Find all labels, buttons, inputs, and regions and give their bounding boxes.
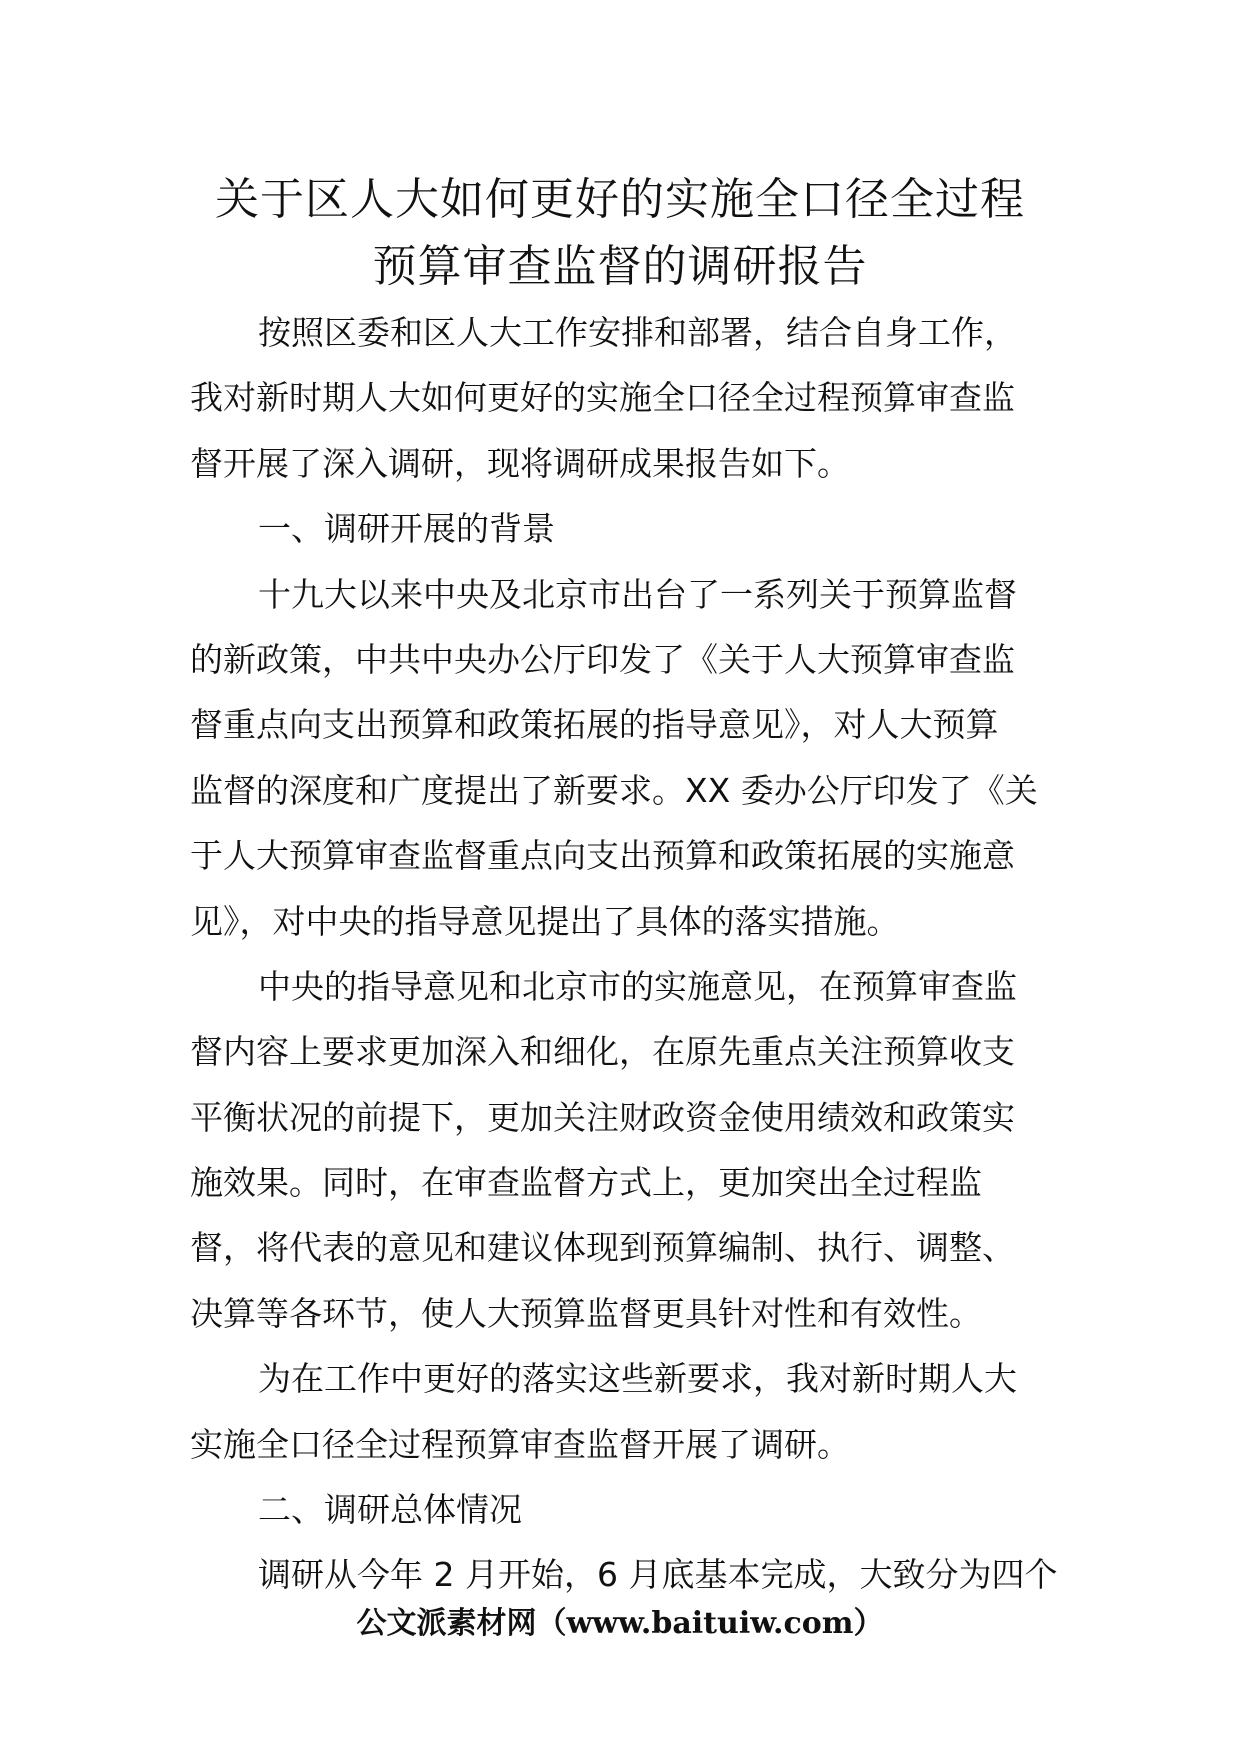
body-line: 决算等各环节，使人大预算监督更具针对性和有效性。 — [190, 1293, 982, 1333]
body-line: 调研从今年 2 月开始，6 月底基本完成，大致分为四个 — [258, 1555, 1058, 1595]
body-line: 按照区委和区人大工作安排和部署，结合自身工作， — [258, 313, 1017, 352]
body-line: 督，将代表的意见和建议体现到预算编制、执行、调整、 — [190, 1228, 1015, 1268]
body-line: 于人大预算审查监督重点向支出预算和政策拓展的实施意 — [190, 836, 1015, 876]
document-title-line-1: 关于区人大如何更好的实施全口径全过程 — [215, 174, 1025, 225]
body-line: 督重点向支出预算和政策拓展的指导意见》，对人大预算 — [190, 705, 999, 745]
body-line: 为在工作中更好的落实这些新要求，我对新时期人大 — [258, 1359, 1017, 1399]
body-line: 见》，对中央的指导意见提出了具体的落实措施。 — [190, 901, 900, 941]
body-line: 二、调研总体情况 — [258, 1490, 522, 1530]
body-line: 督内容上要求更加深入和细化，在原先重点关注预算收支 — [190, 1032, 1015, 1072]
body-line: 十九大以来中央及北京市出台了一系列关于预算监督 — [258, 574, 1017, 614]
document-title-line-2: 预算审查监督的调研报告 — [372, 241, 868, 292]
body-line: 实施全口径全过程预算审查监督开展了调研。 — [190, 1424, 850, 1464]
body-line: 一、调研开展的背景 — [258, 509, 555, 549]
body-line: 督开展了深入调研，现将调研成果报告如下。 — [190, 443, 850, 483]
body-line: 施效果。同时，在审查监督方式上，更加突出全过程监 — [190, 1163, 982, 1203]
body-line: 监督的深度和广度提出了新要求。XX 委办公厅印发了《关 — [190, 770, 1038, 810]
body-line: 平衡状况的前提下，更加关注财政资金使用绩效和政策实 — [190, 1097, 1015, 1137]
document-body — [190, 300, 1060, 1608]
body-line: 的新政策，中共中央办公厅印发了《关于人大预算审查监 — [190, 639, 1015, 679]
body-line: 我对新时期人大如何更好的实施全口径全过程预算审查监 — [190, 378, 1015, 418]
body-line: 中央的指导意见和北京市的实施意见，在预算审查监 — [258, 966, 1017, 1006]
watermark-footer: 公文派素材网（www.baituiw.com） — [356, 1606, 884, 1641]
